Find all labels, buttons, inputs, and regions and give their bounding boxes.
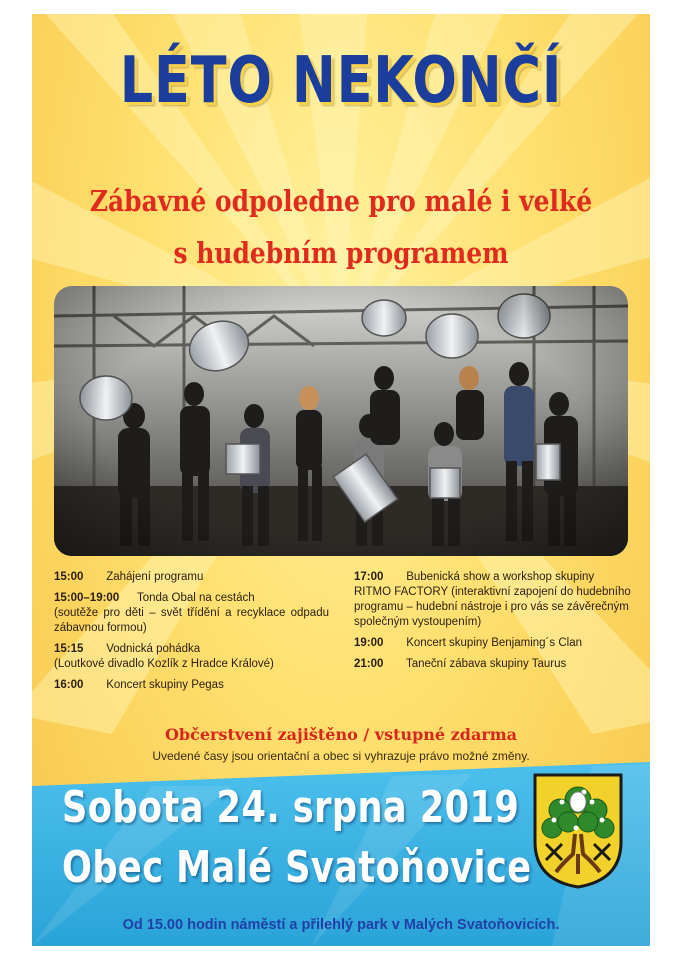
program-time: 15:15 xyxy=(54,643,84,655)
program-time: 16:00 xyxy=(54,679,84,691)
program-detail: (soutěže pro děti – svět třídění a recyklace odpadu zábavnou formou) xyxy=(54,607,329,634)
coat-of-arms-icon xyxy=(532,772,624,890)
event-date: Sobota 24. srpna 2019 xyxy=(62,782,520,833)
venue-info: Od 15.00 hodin náměstí a přilehlý park v Malých Svatoňovicích. xyxy=(122,917,560,933)
program-time: 21:00 xyxy=(354,658,384,670)
program-time: 15:00–19:00 xyxy=(54,592,120,604)
refreshments-note: Občerstvení zajištěno / vstupné zdarma xyxy=(164,725,518,744)
program-text: Taneční zábava skupiny Taurus xyxy=(406,658,567,670)
program-text: Vodnická pohádka xyxy=(106,643,201,655)
subtitle-line-1: Zábavné odpoledne pro malé i velké xyxy=(89,184,593,218)
program-detail: (Loutkové divadlo Kozlík z Hradce Králové) xyxy=(54,658,274,670)
poster-title: LÉTO NEKONČÍ xyxy=(119,44,563,118)
event-place: Obec Malé Svatoňovice xyxy=(62,842,532,893)
program-time: 17:00 xyxy=(354,571,384,583)
program-text: Zahájení programu xyxy=(106,571,204,583)
program-text: Bubenická show a workshop skupiny xyxy=(406,571,595,583)
poster xyxy=(32,14,650,946)
program-time: 15:00 xyxy=(54,571,84,583)
schedule-disclaimer: Uvedené časy jsou orientační a obec si vyhrazuje právo možné změny. xyxy=(152,749,530,763)
program-detail: RITMO FACTORY (interaktivní zapojení do hudebního programu – hudební nástroje i pro vás se závěrečným společným vystoupením) xyxy=(354,586,631,628)
program-text: Koncert skupiny Benjaming´s Clan xyxy=(406,637,582,649)
program-text: Tonda Obal na cestách xyxy=(137,592,255,604)
program-time: 19:00 xyxy=(354,637,384,649)
program-text: Koncert skupiny Pegas xyxy=(106,679,224,691)
subtitle-line-2: s hudebním programem xyxy=(173,236,509,270)
